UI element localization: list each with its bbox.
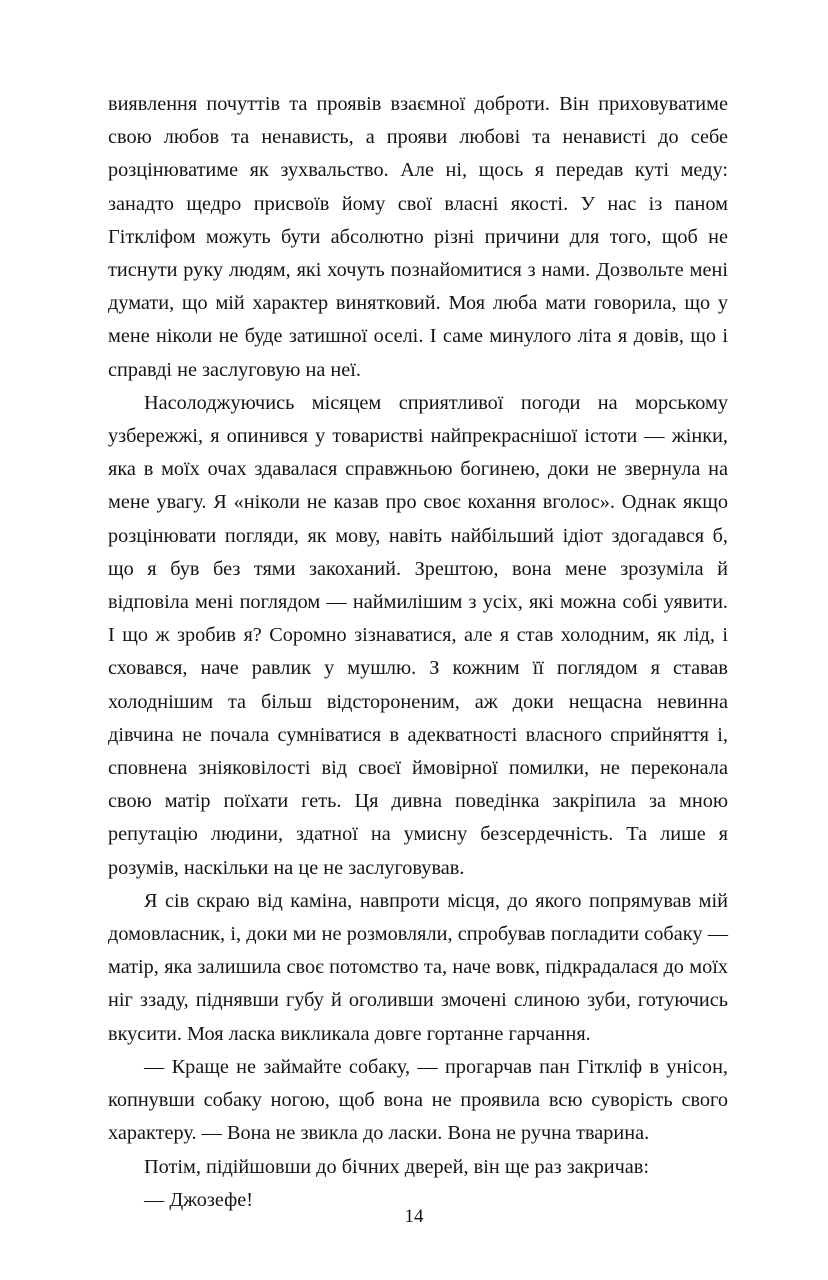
paragraph: Насолоджуючись місяцем сприятливої погоди на морському узбережжі, я опинився у товаристві найпрекраснішої істоти — жінки, яка в моїх очах здавалася справжньою богинею, доки не звернула на мене увагу. Я «ніколи не казав про своє кохання вголос». Однак якщо розцінювати погляди, як мову, навіть найбільший ідіот здогадався б, що я був без тями закоханий. Зрештою, вона мене зрозуміла й відповіла мені поглядом — наймилішим з усіх, які можна собі уявити. І що ж зробив я? Соромно зізнаватися, але я став холодним, як лід, і сховався, наче равлик у мушлю. З кожним її поглядом я ставав холоднішим та більш відстороненим, аж доки нещасна невинна дівчина не почала сумніватися в адекватності власного сприйняття і, сповнена зніяковілості від своєї ймовірної помилки, не переконала свою матір поїхати геть. Ця дивна поведінка закріпила за мною репутацію людини, здатної на умисну безсердечність. Та лише я розумів, наскільки на це не заслуговував. [108, 391, 728, 879]
paragraph: Я сів скраю від каміна, навпроти місця, до якого попрямував мій домовласник, і, доки ми не розмовляли, спробував погладити собаку — матір, яка залишила своє потомство та, наче вовк, підкрадалася до моїх ніг ззаду, піднявши губу й оголивши змочені слиною зуби, готуючись вкусити. Моя ласка викликала довге гортанне гарчання. [108, 889, 728, 1045]
page-body [108, 88, 728, 1217]
paragraph: — Краще не займайте собаку, — прогарчав пан Гіткліф в унісон, копнувши собаку ногою, щоб вона не проявила всю суворість свого характеру. — Вона не звикла до ласки. Вона не ручна тварина. [108, 1055, 728, 1145]
page-number: 14 [404, 1206, 424, 1227]
paragraph: Потім, підійшовши до бічних дверей, він ще раз закричав: [144, 1155, 650, 1178]
paragraph: виявлення почуттів та проявів взаємної доброти. Він приховуватиме свою любов та ненависть, а прояви любові та ненависті до себе розцінюватиме як зухвальство. Але ні, щось я передав куті меду: занадто щедро присвоїв йому свої власні якості. У нас із паном Гіткліфом можуть бути абсолютно різні причини для того, щоб не тиснути руку людям, які хочуть познайомитися з нами. Дозвольте мені думати, що мій характер винятковий. Моя люба мати говорила, що у мене ніколи не буде затишної оселі. І саме минулого літа я довів, що і справді не заслуговую на неї. [108, 93, 728, 381]
paragraph: — Джозефе! [144, 1188, 253, 1211]
